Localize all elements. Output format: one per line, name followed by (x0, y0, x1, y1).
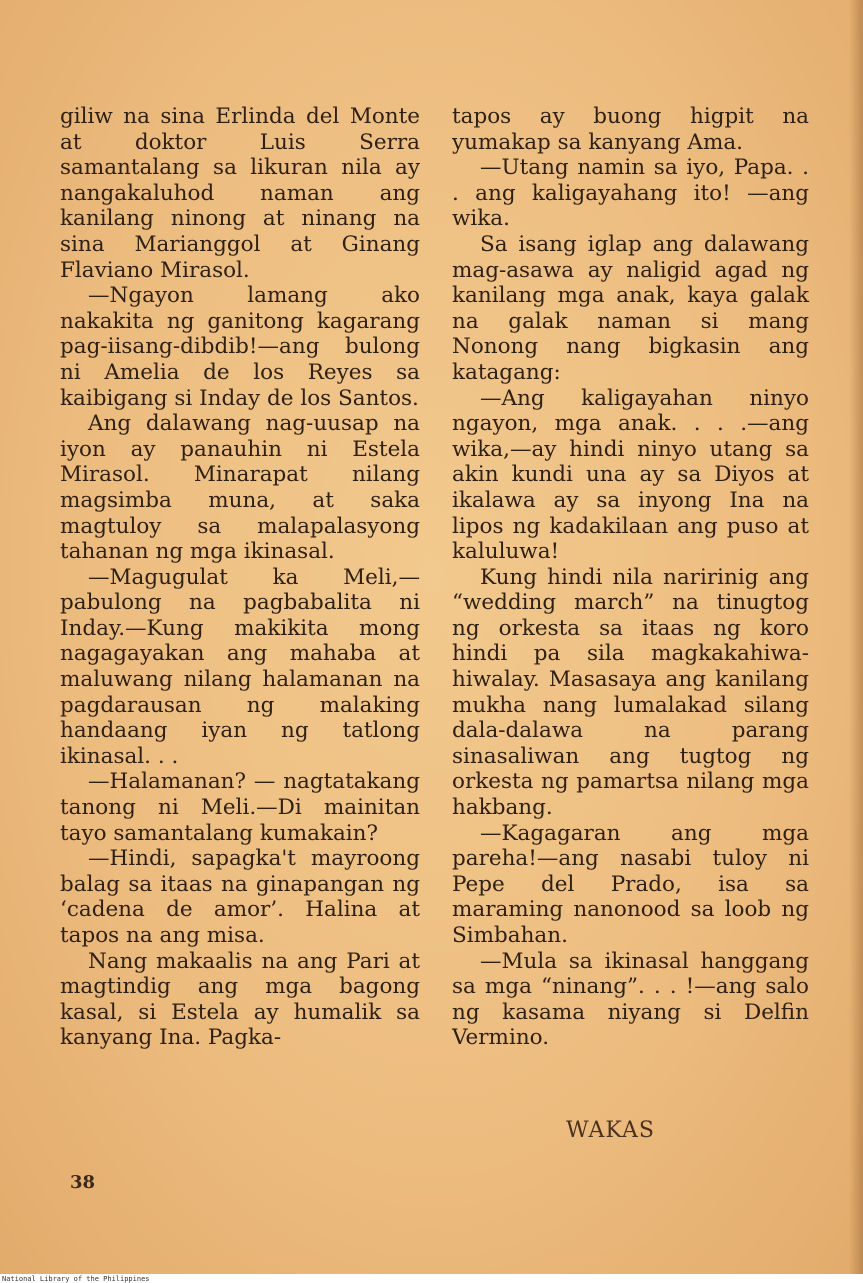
paragraph: —Magugulat ka Meli,—pabulong na pagbabalita ni Inday.—Kung makikita mong nagagayakan ang mahaba at maluwang nilang halamanan na pagdarausan ng malaking handaang iyan ng tatlong ikinasal. . . (60, 564, 420, 769)
paragraph: giliw na sina Erlinda del Monte at doktor Luis Serra samantalang sa likuran nila ay nangakaluhod naman ang kanilang ninong at ninang na sina Marianggol at Ginang Flaviano Mirasol. (60, 104, 420, 283)
library-credit: National Library of the Philippines (2, 1275, 150, 1283)
paragraph: Kung hindi nila naririnig ang “wedding march” na tinugtog ng orkesta sa itaas ng koro hindi pa sila magkakahiwa-hiwalay. Masasaya ang kanilang mukha nang lumalakad silang dala-dalawa na parang sinasaliwan ang tugtog ng orkesta ng pamartsa nilang mga hakbang. (452, 564, 809, 821)
paragraph: —Ngayon lamang ako nakakita ng ganitong kagarang pag-iisang-dibdib!—ang bulong ni Amelia de los Reyes sa kaibigang si Inday de los Santos. (60, 283, 420, 411)
paragraph: —Kagagaran ang mga pareha!—ang nasabi tuloy ni Pepe del Prado, isa sa maraming nanonood sa loob ng Simbahan. (452, 820, 809, 948)
right-column (452, 104, 809, 1051)
paragraph: —Mula sa ikinasal hanggang sa mga “ninang”. . . !—ang salo ng kasama niyang si Delfin Vermino. (452, 948, 809, 1051)
paragraph: —Utang namin sa iyo, Papa. . . ang kaligayahang ito! —ang wika. (452, 155, 809, 232)
paragraph: Nang makaalis na ang Pari at magtindig ang mga bagong kasal, si Estela ay humalik sa kanyang Ina. Pagka- (60, 948, 420, 1051)
paragraph: —Ang kaligayahan ninyo ngayon, mga anak. . . .—ang wika,—ay hindi ninyo utang sa akin kundi una ay sa Diyos at ikalawa ay sa inyong Ina na lipos ng kadakilaan ang puso at kaluluwa! (452, 385, 809, 565)
page-edge-shadow (849, 0, 863, 1274)
left-column (60, 104, 420, 1051)
paragraph: —Halamanan? — nagtatakang tanong ni Meli.—Di mainitan tayo samantalang kumakain? (60, 769, 420, 846)
end-mark: WAKAS (566, 1118, 655, 1143)
paragraph: Ang dalawang nag-uusap na iyon ay panauhin ni Estela Mirasol. Minarapat nilang magsimba muna, at saka magtuloy sa malapalasyong tahanan ng mga ikinasal. (60, 411, 420, 565)
paragraph: Sa isang iglap ang dalawang mag-asawa ay naligid agad ng kanilang mga anak, kaya galak na galak naman si mang Nonong nang bigkasin ang katagang: (452, 231, 809, 385)
paragraph: —Hindi, sapagka't mayroong balag sa itaas na ginapangan ng ‘cadena de amor’. Halina at tapos na ang misa. (60, 846, 420, 948)
page-number: 38 (70, 1172, 96, 1193)
paragraph: tapos ay buong higpit na yumakap sa kanyang Ama. (452, 104, 809, 155)
